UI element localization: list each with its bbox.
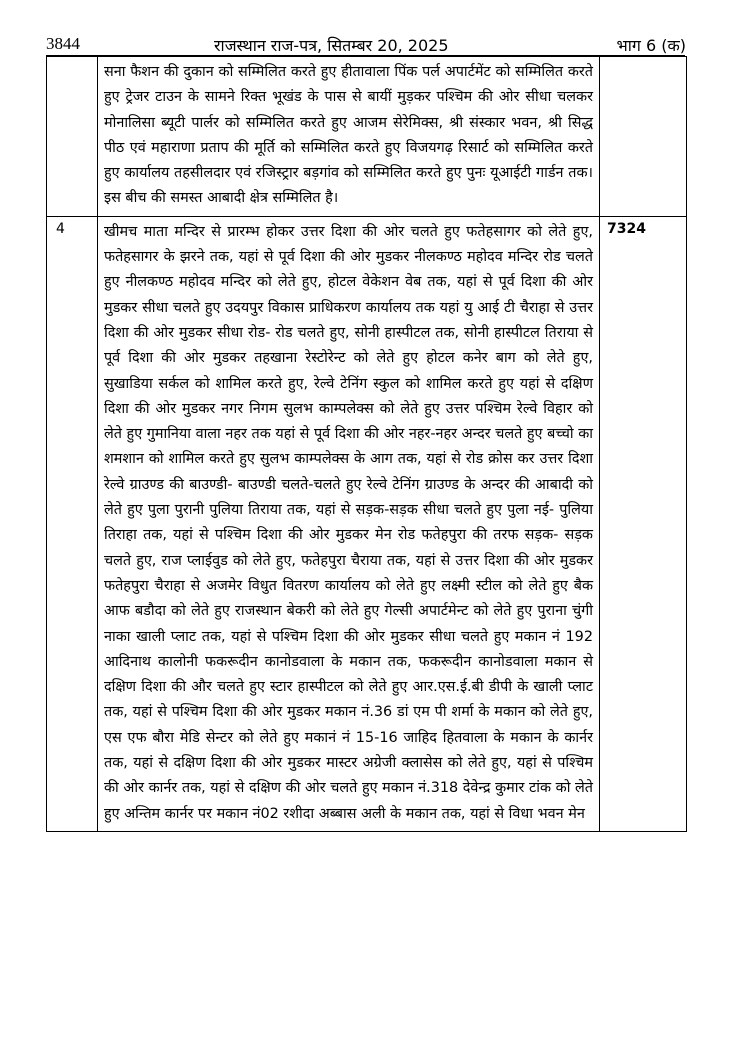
serial-number: 4 (56, 220, 65, 237)
area-cell (600, 216, 687, 831)
gazette-title: राजस्थान राज-पत्र, सितम्बर 20, 2025 (214, 36, 449, 55)
boundary-description: सना फैशन की दुकान को सम्मिलित करते हुए हीतावाला पिंक पर्ल अपार्टमेंट को सम्मिलित करते हुए ट्रेजर टाउन के सामने रिक्त भूखंड के पास से बायीं मुड़कर पश्चिम की ओर सीधा चलकर मोनालिसा ब्यूटी पार्लर को सम्मिलित करते हुए आजम सेरेमिक्स, श्री संस्कार भवन, श्री सिद्ध पीठ एवं महाराणा प्रताप की मूर्ति को सम्मिलित करते हुए विजयगढ़ रिसार्ट को सम्मिलित करते हुए कार्यालय तहसीलदार एवं रजिस्ट्रार बड़गांव को सम्मिलित करते हुए पुनः यूआईटी गार्डन तक। इस बीच की समस्त आबादी क्षेत्र सम्मिलित है। (104, 64, 593, 207)
table-row (47, 57, 687, 217)
description-cell (98, 57, 600, 217)
description-cell (98, 216, 600, 831)
boundary-description: खीमच माता मन्दिर से प्रारम्भ होकर उत्तर दिशा की ओर चलते हुए फतेहसागर को लेते हुए, फतेहसागर के झरने तक, यहां से पूर्व दिशा की ओर मुडकर नीलकण्ठ महोदव मन्दिर रोड चलते हुए नीलकण्ठ महोदव मन्दिर को लेते हुए, होटल वेकेशन वेब तक, यहां से पूर्व दिशा की ओर मुडकर सीधा चलते हुए उदयपुर विकास प्राधिकरण कार्यालय तक यहां यु आई टी चैराहा से उत्तर दिशा की ओर मुडकर सीधा रोड- रोड चलते हुए, सोनी हास्पीटल तक, सोनी हास्पीटल तिराया से पूर्व दिशा की ओर मुडकर तहखाना रेस्टोरेन्ट को लेते हुए होटल कनेर बाग को लेते हुए, सुखाडिया सर्कल को शामिल करते हुए, रेल्वे टेनिंग स्कुल को शामिल करते हुए यहां से दक्षिण दिशा की ओर मुडकर नगर निगम सुलभ काम्पलेक्स को लेते हुए उत्तर पश्चिम रेल्वे विहार को लेते हुए गुमानिया वाला नहर तक यहां से पूर्व दिशा की ओर नहर-नहर अन्दर चलते हुए बच्चो का शमशान को शामिल करते हुए सुलभ काम्पलेक्स के आग तक, यहां से रोड क्रोस कर उत्तर दिशा रेल्वे ग्राउण्ड की बाउण्डी- बाउण्डी चलते-चलते हुए रेल्वे टेनिंग ग्राउण्ड के अन्दर की आबादी को लेते हुए पुला पुरानी पुलिया तिराया तक, यहां से सड़क-सड़क सीधा चलते हुए पुला नई- पुलिया तिराहा तक, यहां से पश्चिम दिशा की ओर मुडकर मेन रोड फतेहपुरा की तरफ सड़क- सड़क चलते हुए, राज प्लाईवुड को लेते हुए, फतेहपुरा चैराया तक, यहां से उत्तर दिशा की ओर मुडकर फतेहपुरा चैराहा से अजमेर विधुत वितरण कार्यालय को लेते हुए लक्ष्मी स्टील को लेते हुए बैक आफ बडौदा को लेते हुए राजस्थान बेकरी को लेते हुए गेल्सी अपार्टमेन्ट को लेते हुए पुराना चुंगी नाका खाली प्लाट तक, यहां से पश्चिम दिशा की ओर मुडकर सीधा चलते हुए मकान नं 192 आदिनाथ कालोनी फकरूदीन कानोडवाला के मकान तक, फकरूदीन कानोडवाला मकान से दक्षिण दिशा की और चलते हुए स्टार हास्पीटल को लेते हुए आर.एस.ई.बी डीपी के खाली प्लाट तक, यहां से पश्चिम दिशा की ओर मुडकर मकान नं.36 डां एम पी शर्मा के मकान को लेते हुए, एस एफ बौरा मेडि सेन्टर को लेते हुए मकानं नं 15-16 जाहिद हितवाला के मकान के कार्नर तक, यहां से दक्षिण दिशा की ओर मुडकर मास्टर अग्रेजी क्लासेस को लेते हुए, यहां से पश्चिम की ओर कार्नर तक, यहां से दक्षिण की ओर चलते हुए मकान नं.318 देवेन्द्र कुमार टांक को लेते हुए अन्तिम कार्नर पर मकान नं02 रशीदा अब्बास अली के मकान तक, यहां से विधा भवन मेन (104, 223, 593, 822)
page-header (46, 34, 686, 56)
serial-cell (47, 57, 98, 217)
serial-number (47, 57, 97, 61)
area-value: 7324 (607, 220, 646, 237)
serial-cell (47, 216, 98, 831)
page-number: 3844 (46, 34, 80, 53)
gazette-part: भाग 6 (क) (616, 36, 686, 55)
area-value (600, 57, 686, 61)
area-cell (600, 57, 687, 217)
boundary-table (46, 56, 687, 832)
table-row (47, 216, 687, 831)
